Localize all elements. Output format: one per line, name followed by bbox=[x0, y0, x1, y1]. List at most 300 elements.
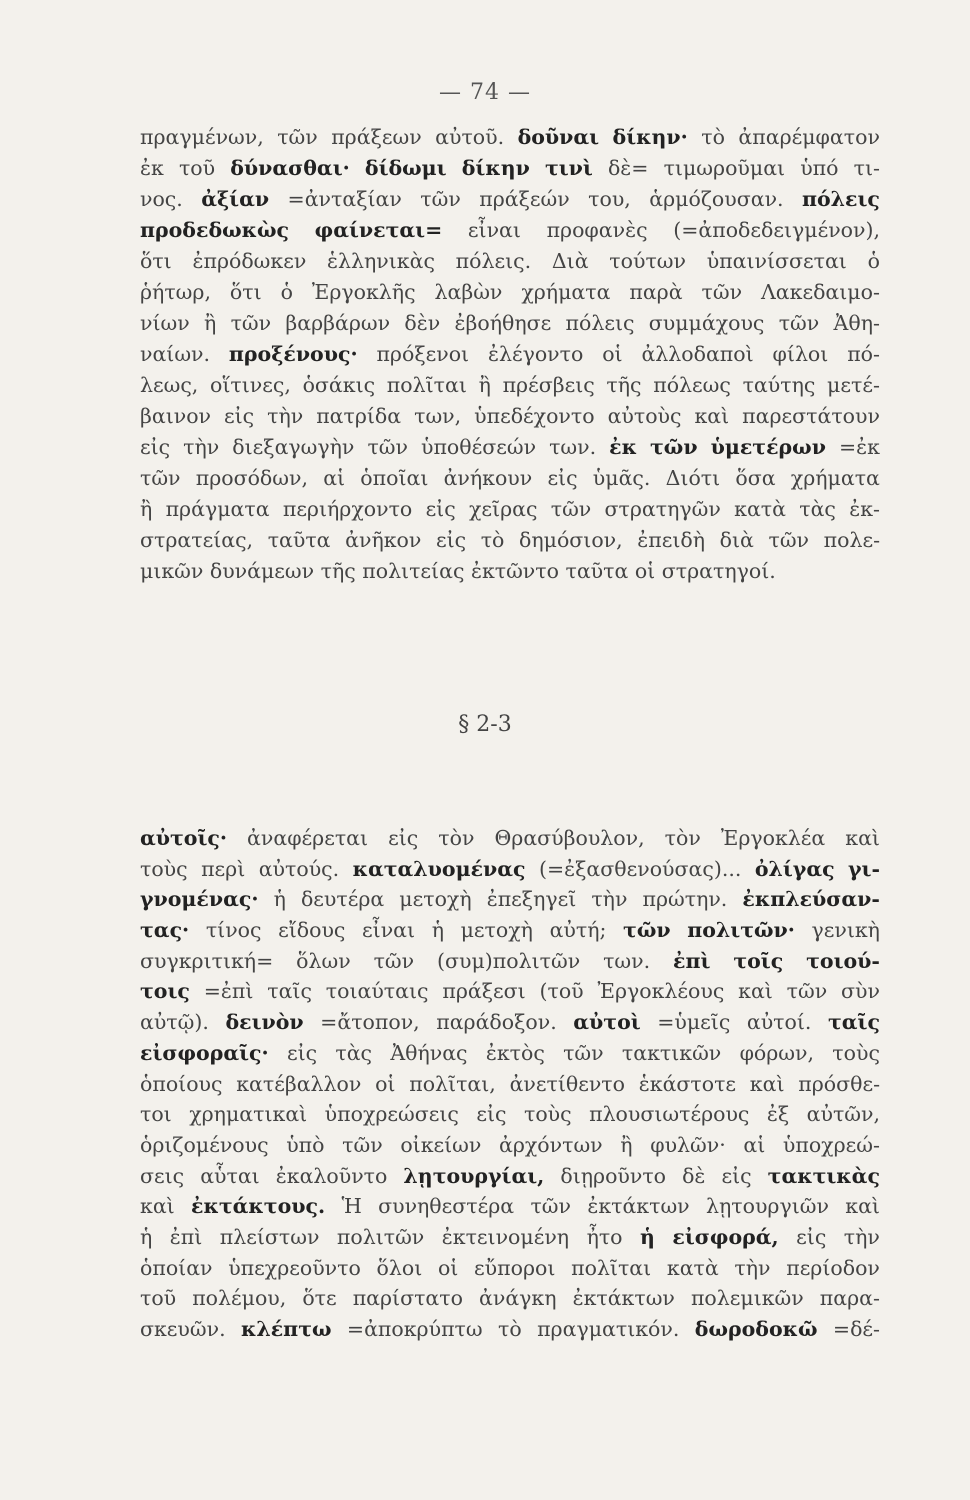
text-line bbox=[140, 1253, 880, 1284]
text-word: παρὰ bbox=[629, 280, 683, 304]
text-line bbox=[140, 246, 880, 277]
text-word: Ἀθήνας bbox=[390, 1040, 468, 1065]
text-word: πό- bbox=[847, 342, 880, 366]
bold-term: δοῦναι bbox=[517, 125, 600, 149]
text-word: σκευῶν. bbox=[140, 1317, 226, 1341]
bold-term: ἐπὶ bbox=[673, 948, 711, 973]
text-word: τακτικῶν bbox=[621, 1040, 722, 1065]
bold-term: δίδωμι bbox=[364, 156, 447, 180]
text-word: ἐκτάκτων bbox=[587, 1194, 690, 1219]
text-word: εἰς bbox=[286, 1040, 318, 1065]
commentary-block-2 bbox=[140, 823, 880, 1345]
text-word: ἢ bbox=[140, 497, 153, 521]
text-word: ὁ bbox=[280, 280, 293, 304]
text-word: ἀπαρέμφατον bbox=[738, 125, 880, 149]
text-word: ἡ bbox=[431, 918, 444, 943]
text-word: ἐπειδὴ bbox=[637, 528, 706, 552]
bold-term: δωροδοκῶ bbox=[694, 1317, 818, 1341]
bold-term: ὑμετέρων bbox=[710, 435, 826, 459]
text-word: πρέσβεις bbox=[502, 373, 595, 397]
text-word: τὴν bbox=[267, 404, 304, 428]
text-word: παράδοξον. bbox=[436, 1010, 557, 1035]
text-line bbox=[140, 339, 880, 370]
text-line bbox=[140, 1130, 880, 1161]
text-word: ἀναφέρεται bbox=[247, 826, 369, 850]
text-word: ἀνῆκον bbox=[345, 528, 422, 552]
text-word: τῶν bbox=[277, 125, 318, 149]
text-word: τῶν bbox=[140, 466, 181, 490]
text-word: εὔποροι bbox=[474, 1255, 556, 1280]
text-word: τῶν bbox=[420, 187, 461, 211]
text-word: μετέ- bbox=[827, 373, 880, 397]
text-word: ταῦτα bbox=[267, 528, 331, 552]
text-word: ἡ bbox=[140, 1224, 153, 1249]
text-word: μετοχὴ bbox=[460, 918, 533, 943]
text-word: ὁποίους bbox=[140, 1071, 223, 1096]
bold-term: εἰσφοραῖς· bbox=[140, 1040, 269, 1065]
bold-term: προδεδωκὼς bbox=[140, 218, 290, 242]
text-word: φυλῶν· bbox=[650, 1132, 726, 1157]
text-word: ἐβοήθησε bbox=[454, 311, 552, 335]
text-word: (=ἀποδεδειγμένον), bbox=[673, 218, 880, 242]
text-word: παρεστάτουν bbox=[742, 404, 880, 428]
text-word: ὅλων bbox=[296, 948, 351, 973]
text-word: πραγματικόν. bbox=[537, 1317, 680, 1341]
text-word: τὴν bbox=[734, 1255, 771, 1280]
text-word: ὅτε bbox=[302, 1286, 337, 1311]
text-line bbox=[140, 915, 880, 946]
text-word: ἑλληνικὰς bbox=[327, 249, 435, 273]
text-word: Διὰ bbox=[551, 249, 589, 273]
text-word: ἐπεξηγεῖ bbox=[486, 887, 577, 912]
text-word: φίλοι bbox=[772, 342, 829, 366]
text-word: ἐξ bbox=[766, 1102, 790, 1127]
text-word: κατὰ bbox=[666, 1255, 719, 1280]
text-word: ἡ bbox=[273, 887, 286, 912]
text-word: βαρβάρων bbox=[285, 311, 391, 335]
text-word: πρόσθε- bbox=[798, 1071, 880, 1096]
text-word: πολῖται bbox=[386, 373, 467, 397]
bold-term: τῶν bbox=[650, 435, 698, 459]
bold-term: κλέπτω bbox=[240, 1317, 332, 1341]
text-word: τὸ bbox=[701, 125, 725, 149]
text-word: στρατηγοί. bbox=[661, 559, 776, 583]
text-word: ἀνετίθεντο bbox=[509, 1071, 625, 1096]
text-word: ἦτο bbox=[586, 1224, 623, 1249]
text-word: σὺν bbox=[841, 979, 880, 1004]
text-word: λεως, bbox=[140, 373, 199, 397]
text-word: νος. bbox=[140, 187, 183, 211]
text-word: δημόσιον, bbox=[519, 528, 623, 552]
text-word: πολῖται bbox=[571, 1255, 652, 1280]
text-word: τῆς bbox=[320, 559, 363, 583]
text-word: γενικὴ bbox=[811, 918, 880, 943]
bold-term: τινὶ bbox=[544, 156, 593, 180]
text-word: καὶ bbox=[845, 1194, 880, 1219]
bold-term: ταῖς bbox=[827, 1010, 880, 1035]
text-line bbox=[140, 370, 880, 401]
text-word: ναίων. bbox=[140, 342, 211, 366]
text-word: οἰκείων bbox=[400, 1132, 482, 1157]
bold-term: τοῖς bbox=[733, 948, 784, 973]
text-word: περὶ bbox=[201, 856, 246, 881]
text-word: πλείστων bbox=[219, 1224, 320, 1249]
text-word: νίων bbox=[140, 311, 190, 335]
text-word: τῶν bbox=[701, 280, 743, 304]
text-word: =ἐπὶ bbox=[203, 979, 254, 1004]
text-word: αὐτοῦ. bbox=[435, 125, 505, 149]
bold-term: ὀλίγας bbox=[754, 856, 835, 881]
text-word: περίοδον bbox=[786, 1255, 880, 1280]
text-word: ἢ bbox=[203, 311, 217, 335]
text-word: τῶν bbox=[373, 948, 415, 973]
bold-term: γνομένας· bbox=[140, 887, 259, 912]
bold-term: δίκην· bbox=[612, 125, 688, 149]
text-line bbox=[140, 823, 880, 854]
section-heading: § 2-3 bbox=[458, 712, 512, 737]
bold-term: δίκην bbox=[461, 156, 530, 180]
text-word: διεξαγωγὴν bbox=[232, 435, 355, 459]
text-word: πραγμένων, bbox=[140, 125, 264, 149]
bold-term: ἀξίαν bbox=[201, 187, 270, 211]
text-line bbox=[140, 1038, 880, 1069]
text-line bbox=[140, 153, 880, 184]
text-word: τὸ bbox=[498, 1317, 522, 1341]
text-word: εἶναι bbox=[467, 218, 521, 242]
text-word: ἐκτὸς bbox=[485, 1040, 545, 1065]
text-word: ὅσα bbox=[735, 466, 776, 490]
text-word: τὴν bbox=[843, 1224, 880, 1249]
text-word: οἱ bbox=[437, 1255, 459, 1280]
text-word: πλουσιωτέρους bbox=[589, 1102, 750, 1127]
text-word: εἰς bbox=[796, 1224, 827, 1249]
text-word: ὅτι bbox=[229, 280, 262, 304]
bold-term: ἐκ bbox=[609, 435, 637, 459]
text-word: (συμ)πολιτῶν bbox=[437, 948, 581, 973]
text-word: διὰ bbox=[719, 528, 754, 552]
text-word: τι- bbox=[853, 156, 880, 180]
bold-term: λῃτουργίαι, bbox=[403, 1163, 545, 1188]
text-word: ὑποχρεώ- bbox=[782, 1132, 880, 1157]
text-word: εἰς bbox=[435, 528, 467, 552]
text-word: φόρων, bbox=[739, 1040, 815, 1065]
text-word: τῶν bbox=[230, 311, 272, 335]
text-word: ἐπρόδωκεν bbox=[192, 249, 307, 273]
text-word: αἱ bbox=[323, 466, 346, 490]
text-word: χρηματικαὶ bbox=[189, 1102, 308, 1127]
text-word: πατρίδα bbox=[316, 404, 402, 428]
text-word: τὸν bbox=[664, 826, 701, 850]
text-word: στρατηγῶν bbox=[604, 497, 721, 521]
text-word: πράγματα bbox=[165, 497, 270, 521]
text-word: πρώτην. bbox=[642, 887, 728, 912]
text-word: ὁποῖαι bbox=[360, 466, 429, 490]
text-word: ἐκτεινομένη bbox=[441, 1224, 570, 1249]
text-word: αὐτῷ). bbox=[140, 1010, 209, 1035]
bold-term: φαίνεται= bbox=[314, 218, 443, 242]
text-word: συμμάχους bbox=[648, 311, 765, 335]
bold-term: πόλεις bbox=[802, 187, 880, 211]
text-word: εἶναι bbox=[362, 918, 416, 943]
text-word: τῶν bbox=[563, 1040, 604, 1065]
text-word: των. bbox=[549, 435, 597, 459]
text-word: ὁ bbox=[867, 249, 880, 273]
text-word: ἢ bbox=[620, 1132, 633, 1157]
text-word: οἱ bbox=[634, 559, 662, 583]
text-word: ὑπεχρεοῦντο bbox=[228, 1255, 361, 1280]
text-line bbox=[140, 1283, 880, 1314]
text-word: δὲν bbox=[404, 311, 441, 335]
text-line bbox=[140, 1314, 880, 1345]
text-word: τίνος bbox=[205, 918, 262, 943]
bold-term: αὐτοῖς· bbox=[140, 826, 228, 850]
text-word: ὑπεδέχοντο bbox=[474, 404, 595, 428]
text-word: ὑπό bbox=[800, 156, 839, 180]
text-word: εἰς bbox=[140, 435, 171, 459]
text-word: ἁρμόζουσαν. bbox=[649, 187, 784, 211]
text-word: καὶ bbox=[749, 1071, 785, 1096]
text-word: πολέμου, bbox=[192, 1286, 287, 1311]
text-word: παρα- bbox=[819, 1286, 880, 1311]
text-word: τὴν bbox=[183, 435, 220, 459]
text-word: χεῖρας bbox=[468, 497, 538, 521]
text-word: πράξεών bbox=[479, 187, 570, 211]
text-word: εἰς bbox=[547, 466, 578, 490]
text-word: ἐκ bbox=[140, 156, 164, 180]
bold-term: ἐκπλεύσαν- bbox=[742, 887, 880, 912]
bold-term: δύνασθαι· bbox=[230, 156, 350, 180]
text-word: ὁποίαν bbox=[140, 1255, 213, 1280]
text-word: ὑπὸ bbox=[286, 1132, 325, 1157]
text-word: συγκριτική= bbox=[140, 948, 274, 973]
text-word: στρατείας, bbox=[140, 528, 254, 552]
bold-term: ἐκτάκτους. bbox=[191, 1194, 326, 1219]
text-line bbox=[140, 1222, 880, 1253]
text-line bbox=[140, 184, 880, 215]
text-word: Ἀθη- bbox=[833, 311, 880, 335]
text-word: ἢ bbox=[478, 373, 491, 397]
text-word: τοὺς bbox=[140, 856, 188, 881]
text-word: ταῦτα bbox=[565, 559, 635, 583]
text-line bbox=[140, 1007, 880, 1038]
text-word: τοῦ bbox=[178, 156, 216, 180]
text-word: (=ἐξασθενούσας)... bbox=[538, 856, 742, 881]
text-line bbox=[140, 1099, 880, 1130]
text-word: ἐλέγοντο bbox=[487, 342, 584, 366]
bold-term: πολιτῶν· bbox=[687, 918, 795, 943]
text-word: πράξεων bbox=[331, 125, 422, 149]
text-word: =ἀνταξίαν bbox=[287, 187, 402, 211]
text-word: περιήρχοντο bbox=[282, 497, 413, 521]
text-line bbox=[140, 1069, 880, 1100]
text-line bbox=[140, 122, 880, 153]
text-word: Ἐργοκλῆς bbox=[311, 280, 416, 304]
text-word: τῆς bbox=[606, 373, 642, 397]
text-word: ἐπὶ bbox=[169, 1224, 203, 1249]
text-word: τοὺς bbox=[832, 1040, 880, 1065]
text-word: καὶ bbox=[694, 404, 730, 428]
text-word: ὑποθέσεών bbox=[421, 435, 537, 459]
text-word: πράξεσι bbox=[442, 979, 526, 1004]
text-word: κατέβαλλον bbox=[236, 1071, 362, 1096]
text-line bbox=[140, 1191, 880, 1222]
text-word: δυνάμεων bbox=[209, 559, 321, 583]
text-word: καὶ bbox=[845, 826, 880, 850]
text-line bbox=[140, 854, 880, 885]
text-word: τῶν bbox=[367, 435, 408, 459]
text-line bbox=[140, 494, 880, 525]
bold-term: ἡ bbox=[640, 1224, 655, 1249]
text-word: καὶ bbox=[140, 1194, 175, 1219]
text-word: ὁσάκις bbox=[302, 373, 376, 397]
text-word: ὑποχρεώσεις bbox=[324, 1102, 459, 1127]
text-word: ἀλλοδαποὶ bbox=[641, 342, 754, 366]
text-line bbox=[140, 946, 880, 977]
text-word: τοι bbox=[140, 1102, 172, 1127]
text-word: εἰς bbox=[223, 404, 255, 428]
text-word: κατὰ bbox=[734, 497, 786, 521]
text-word: τοὺς bbox=[523, 1102, 572, 1127]
bold-term: τοις bbox=[140, 979, 190, 1004]
text-word: ὅλοι bbox=[376, 1255, 423, 1280]
text-line bbox=[140, 884, 880, 915]
text-line bbox=[140, 277, 880, 308]
text-line bbox=[140, 308, 880, 339]
text-word: εἰς bbox=[721, 1163, 752, 1188]
text-word: τούτων bbox=[609, 249, 686, 273]
text-line bbox=[140, 556, 880, 587]
text-word: =ὑμεῖς bbox=[657, 1010, 731, 1035]
text-word: πολιτῶν bbox=[336, 1224, 425, 1249]
text-word: πολεμικῶν bbox=[690, 1286, 804, 1311]
text-word: =ἐκ bbox=[838, 435, 880, 459]
text-word: Διότι bbox=[665, 466, 721, 490]
text-word: των, bbox=[414, 404, 462, 428]
text-word: ἐκ- bbox=[849, 497, 880, 521]
text-line bbox=[140, 215, 880, 246]
text-word: των. bbox=[603, 948, 651, 973]
text-word: ῥήτωρ, bbox=[140, 280, 211, 304]
text-word: πρόξενοι bbox=[376, 342, 470, 366]
text-word: πόλεις. bbox=[455, 249, 532, 273]
text-word: =ἄτοπον, bbox=[320, 1010, 420, 1035]
bold-term: τῶν bbox=[623, 918, 671, 943]
text-word: οἱ bbox=[375, 1071, 396, 1096]
text-word: ὅτι bbox=[140, 249, 172, 273]
text-word: αὐτή; bbox=[549, 918, 607, 943]
text-word: τοῦ bbox=[140, 1286, 177, 1311]
text-word: ἀρχόντων bbox=[498, 1132, 603, 1157]
text-word: τὰς bbox=[799, 497, 836, 521]
text-line bbox=[140, 463, 880, 494]
text-word: λαβὼν bbox=[434, 280, 503, 304]
page-number: — 74 — bbox=[439, 80, 531, 105]
text-word: αὗται bbox=[200, 1163, 260, 1188]
text-word: προσόδων, bbox=[195, 466, 308, 490]
text-word: ἀνήκουν bbox=[443, 466, 533, 490]
text-word: τῶν bbox=[778, 311, 820, 335]
text-word: μικῶν bbox=[140, 559, 210, 583]
text-word: μετοχὴ bbox=[399, 887, 472, 912]
text-word: πολιτείας bbox=[362, 559, 471, 583]
text-word: διῃροῦντο bbox=[560, 1163, 667, 1188]
text-word: τῶν bbox=[342, 1132, 383, 1157]
bold-term: τακτικὰς bbox=[767, 1163, 880, 1188]
text-word: οἵτινες, bbox=[210, 373, 291, 397]
text-word: λῃτουργιῶν bbox=[705, 1194, 829, 1219]
text-word: πόλεως bbox=[653, 373, 731, 397]
text-word: =ἀποκρύπτω bbox=[346, 1317, 483, 1341]
text-word: =δέ- bbox=[832, 1317, 880, 1341]
text-word: ἀνάγκη bbox=[479, 1286, 557, 1311]
text-word: δὲ bbox=[682, 1163, 706, 1188]
text-word: τοιαύταις bbox=[325, 979, 429, 1004]
commentary-block-1 bbox=[140, 122, 880, 587]
text-word: βαινον bbox=[140, 404, 211, 428]
text-word: τιμωροῦμαι bbox=[663, 156, 786, 180]
bold-term: αὐτοὶ bbox=[573, 1010, 641, 1035]
text-word: σεις bbox=[140, 1163, 185, 1188]
text-word: τῶν bbox=[530, 1194, 571, 1219]
text-word: ταῖς bbox=[267, 979, 312, 1004]
text-word: πολε- bbox=[823, 528, 880, 552]
text-word: παρίστατο bbox=[352, 1286, 463, 1311]
text-word: εἰς bbox=[388, 826, 419, 850]
text-word: αὐτοὺς bbox=[607, 404, 682, 428]
text-word: Λακεδαιμο- bbox=[760, 280, 880, 304]
text-line bbox=[140, 976, 880, 1007]
text-word: τὸν bbox=[438, 826, 475, 850]
text-word: τὰς bbox=[335, 1040, 373, 1065]
text-word: ὑμᾶς. bbox=[592, 466, 651, 490]
bold-term: τας· bbox=[140, 918, 190, 943]
text-word: ἐκαλοῦντο bbox=[275, 1163, 388, 1188]
text-word: ἐκτάκτων bbox=[572, 1286, 675, 1311]
text-word: χρήματα bbox=[521, 280, 611, 304]
text-line bbox=[140, 432, 880, 463]
text-word: καὶ bbox=[738, 979, 773, 1004]
text-word: χρήματα bbox=[790, 466, 880, 490]
bold-term: τοιού- bbox=[806, 948, 880, 973]
text-word: Ἡ bbox=[341, 1194, 362, 1219]
text-word: πολῖται, bbox=[409, 1071, 496, 1096]
text-word: τῶν bbox=[768, 528, 810, 552]
text-line bbox=[140, 525, 880, 556]
bold-term: καταλυομένας bbox=[352, 856, 526, 881]
text-word: τῶν bbox=[550, 497, 592, 521]
text-word: αὐτούς. bbox=[258, 856, 340, 881]
text-word: εἰς bbox=[476, 1102, 507, 1127]
text-word: τὸ bbox=[480, 528, 505, 552]
text-word: εἴδους bbox=[278, 918, 346, 943]
text-line bbox=[140, 1161, 880, 1192]
text-word: Θρασύβουλον, bbox=[494, 826, 645, 850]
text-word: πόλεις bbox=[565, 311, 635, 335]
bold-term: γι- bbox=[848, 856, 880, 881]
bold-term: εἰσφορά, bbox=[672, 1224, 779, 1249]
text-word: ὑπαινίσσεται bbox=[706, 249, 847, 273]
text-word: προφανὲς bbox=[546, 218, 648, 242]
text-word: (τοῦ bbox=[539, 979, 584, 1004]
text-word: του, bbox=[588, 187, 631, 211]
text-word: ταύτης bbox=[742, 373, 816, 397]
text-word: τῶν bbox=[786, 979, 828, 1004]
text-word: τὴν bbox=[591, 887, 628, 912]
text-word: ὁριζομένους bbox=[140, 1132, 269, 1157]
text-word: αἱ bbox=[743, 1132, 766, 1157]
text-word: δὲ= bbox=[607, 156, 649, 180]
text-word: Ἐργοκλέους bbox=[597, 979, 725, 1004]
